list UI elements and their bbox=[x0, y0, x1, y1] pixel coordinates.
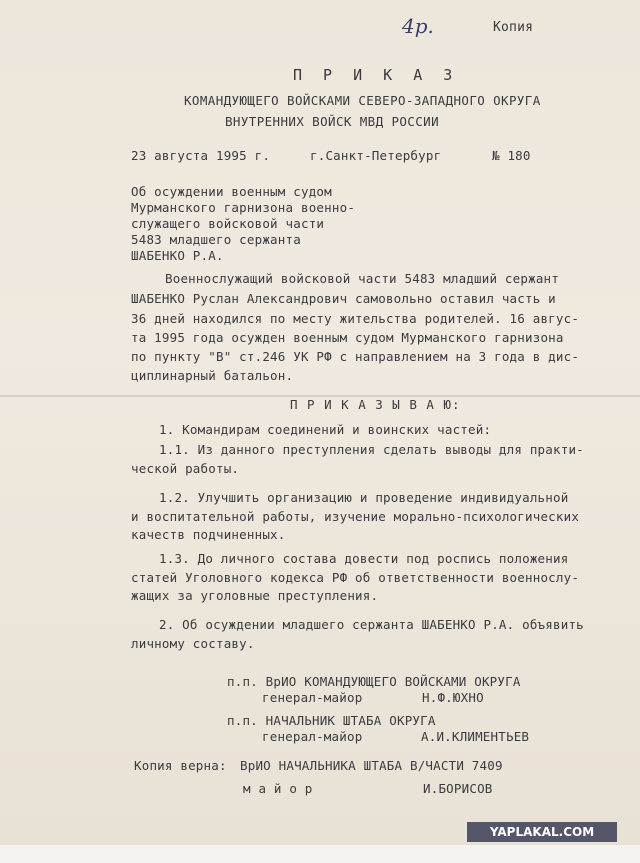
copy-certifier-title: ВрИО НАЧАЛЬНИКА ШТАБА В/ЧАСТИ 7409 bbox=[240, 758, 503, 773]
page-bottom-edge bbox=[0, 845, 640, 863]
subject-line: служащего войсковой части bbox=[131, 216, 325, 231]
item-1-2-line: качеств подчиненных. bbox=[131, 527, 286, 542]
item-1-2-line: 1.2. Улучшить организацию и проведение индивидуальной bbox=[159, 490, 569, 505]
body-line: та 1995 года осужден военным судом Мурманского гарнизона bbox=[131, 330, 564, 345]
copy-label: Копия bbox=[493, 20, 534, 35]
copy-certifier-rank: м а й о р bbox=[243, 781, 313, 796]
copy-true-label: Копия верна: bbox=[134, 758, 227, 773]
copy-certifier-name: И.БОРИСОВ bbox=[423, 781, 493, 796]
item-1-3-line: статей Уголовного кодекса РФ об ответственности военнослу- bbox=[131, 570, 580, 585]
issuer-line-1: КОМАНДУЮЩЕГО ВОЙСКАМИ СЕВЕРО-ЗАПАДНОГО ОКРУГА bbox=[184, 93, 541, 108]
item-1-1-line: 1.1. Из данного преступления сделать выводы для практи- bbox=[159, 442, 584, 457]
order-number: № 180 bbox=[492, 148, 531, 163]
signature-2-title: п.п. НАЧАЛЬНИК ШТАБА ОКРУГА bbox=[227, 713, 436, 728]
signature-2-name: А.И.КЛИМЕНТЬЕВ bbox=[421, 729, 530, 744]
subject-line: Об осуждении военным судом bbox=[131, 184, 332, 199]
item-2-line: личному составу. bbox=[131, 636, 255, 651]
handwritten-mark: 4р. bbox=[402, 14, 434, 38]
signature-1-name: Н.Ф.ЮХНО bbox=[422, 690, 484, 705]
body-line: 36 дней находился по месту жительства родителей. 16 авгус- bbox=[131, 311, 580, 326]
subject-line: 5483 младшего сержанта bbox=[131, 232, 301, 247]
signature-2-rank: генерал-майор bbox=[262, 729, 363, 744]
order-title: П Р И К А З bbox=[293, 66, 459, 84]
signature-1-rank: генерал-майор bbox=[262, 690, 363, 705]
signature-1-title: п.п. ВрИО КОМАНДУЮЩЕГО ВОЙСКАМИ ОКРУГА bbox=[227, 674, 521, 689]
order-heading: П Р И К А З Ы В А Ю: bbox=[290, 397, 461, 412]
body-line: циплинарный батальон. bbox=[131, 368, 294, 383]
subject-line: ШАБЕНКО Р.А. bbox=[131, 248, 224, 263]
item-1-3-line: жащих за уголовные преступления. bbox=[131, 588, 379, 603]
watermark-badge: YAPLAKAL.COM bbox=[467, 822, 617, 842]
issuer-line-2: ВНУТРЕННИХ ВОЙСК МВД РОССИИ bbox=[225, 114, 439, 129]
item-1-1-line: ческой работы. bbox=[131, 461, 240, 476]
item-1-2-line: и воспитательной работы, изучение морально-психологических bbox=[131, 509, 580, 524]
body-line: ШАБЕНКО Руслан Александрович самовольно оставил часть и bbox=[131, 291, 556, 306]
item-2-line: 2. Об осуждении младшего сержанта ШАБЕНКО Р.А. объявить bbox=[159, 617, 584, 632]
item-1: 1. Командирам соединений и воинских частей: bbox=[159, 422, 492, 437]
order-date: 23 августа 1995 г. bbox=[131, 148, 271, 163]
item-1-3-line: 1.3. До личного состава довести под роспись положения bbox=[159, 551, 569, 566]
subject-line: Мурманского гарнизона военно- bbox=[131, 200, 356, 215]
order-place: г.Санкт-Петербург bbox=[310, 148, 442, 163]
body-line: Военнослужащий войсковой части 5483 младший сержант bbox=[165, 271, 560, 286]
body-line: по пункту "В" ст.246 УК РФ с направлением на 3 года в дис- bbox=[131, 349, 580, 364]
